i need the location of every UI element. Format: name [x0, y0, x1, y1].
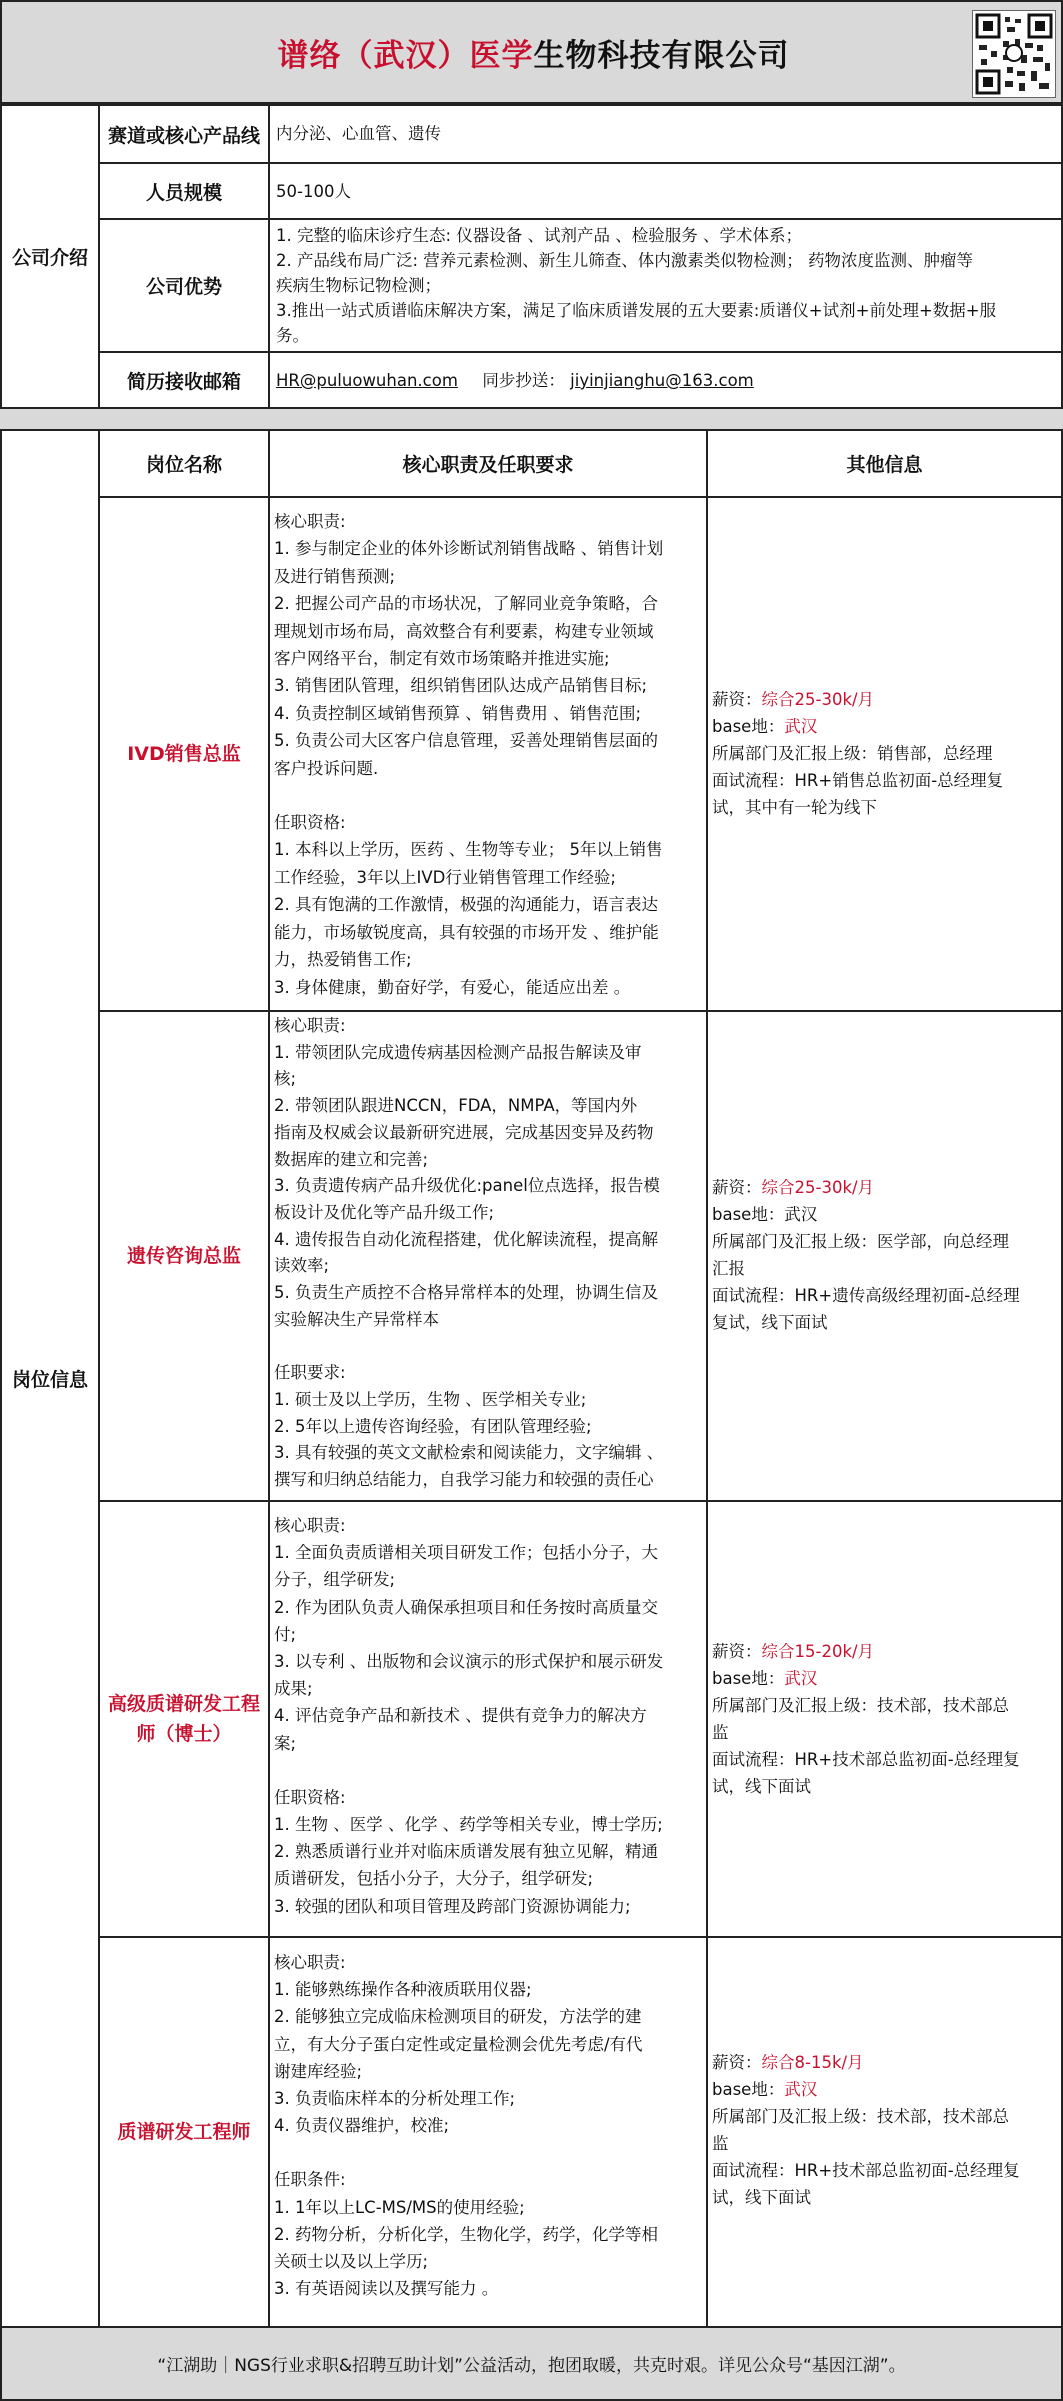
duty-spacer	[274, 782, 704, 809]
salary-value: 综合8-15k/月	[761, 2053, 864, 2072]
salary-line	[712, 2049, 1058, 2076]
duty-line: 1. 带领团队完成遗传病基因检测产品报告解读及审	[274, 1042, 642, 1062]
duty-line: 2. 熟悉质谱行业并对临床质谱发展有独立见解，精通	[274, 1842, 658, 1862]
job-duty-senior-ms-rd-engineer	[274, 1512, 704, 1920]
advantage-line: 疾病生物标记物检测；	[276, 276, 441, 295]
base-label: base地：	[712, 1205, 785, 1224]
info-line: 面试流程：HR+遗传高级经理初面-总经理	[712, 1286, 1020, 1305]
info-line: 面试流程：HR+技术部总监初面-总经理复	[712, 2161, 1020, 2180]
job-title-line: IVD销售总监	[127, 743, 241, 765]
advantage-line: 1. 完整的临床诊疗生态: 仪器设备 、试剂产品 、检验服务 、学术体系；	[276, 226, 803, 245]
info-line: 试，其中有一轮为线下	[712, 798, 877, 817]
duty-line: 付;	[274, 1624, 297, 1644]
duty-line: 5. 负责公司大区客户信息管理，妥善处理销售层面的	[274, 731, 658, 751]
duty-line: 数据库的建立和完善;	[274, 1149, 429, 1169]
duty-line: 2. 5年以上遗传咨询经验，有团队管理经验;	[274, 1416, 592, 1436]
job-info-ivd-sales-director	[712, 686, 1058, 821]
duty-line: 客户网络平台，制定有效市场策略并推进实施;	[274, 649, 610, 669]
job-info-senior-ms-rd-engineer	[712, 1638, 1058, 1800]
row-label-advantage: 公司优势	[145, 276, 222, 298]
duty-line: 3. 较强的团队和项目管理及跨部门资源协调能力;	[274, 1896, 631, 1916]
base-label: base地：	[712, 717, 785, 736]
info-line: 所属部门及汇报上级：技术部，技术部总	[712, 1696, 1009, 1715]
duty-line: 3. 负责临床样本的分析处理工作;	[274, 2089, 516, 2109]
footer-banner	[0, 2326, 1063, 2401]
duty-line: 3. 销售团队管理，组织销售团队达成产品销售目标;	[274, 676, 648, 696]
salary-value: 综合25-30k/月	[761, 690, 875, 709]
salary-label: 薪资：	[712, 1178, 762, 1197]
col-header-name: 岗位名称	[145, 454, 222, 476]
hr-email-link[interactable]: HR@puluowuhan.com	[276, 371, 458, 390]
job-duty-ms-rd-engineer	[274, 1949, 704, 2302]
duty-line: 3. 具有较强的英文文献检索和阅读能力，文字编辑 、	[274, 1443, 664, 1463]
row-value-email	[276, 367, 1058, 394]
duty-line: 2. 带领团队跟进NCCN，FDA，NMPA，等国内外	[274, 1096, 638, 1116]
duty-line: 任职资格:	[274, 813, 346, 833]
base-value: 武汉	[784, 717, 818, 736]
header-band	[0, 0, 1063, 104]
duty-line: 3. 身体健康，勤奋好学，有爱心，能适应出差 。	[274, 977, 631, 997]
salary-label: 薪资：	[712, 1642, 762, 1661]
duty-line: 实验解决生产异常样本	[274, 1309, 439, 1329]
base-value: 武汉	[784, 2080, 818, 2099]
duty-line: 1. 本科以上学历，医药 、生物等专业； 5年以上销售	[274, 840, 663, 860]
info-line: 面试流程：HR+技术部总监初面-总经理复	[712, 1750, 1020, 1769]
duty-line: 3. 以专利 、出版物和会议演示的形式保护和展示研发	[274, 1652, 664, 1672]
duty-line: 2. 作为团队负责人确保承担项目和任务按时高质量交	[274, 1597, 658, 1617]
job-duty-genetic-counseling-director	[274, 1013, 704, 1499]
base-line	[712, 713, 1058, 740]
duty-line: 任职要求:	[274, 1363, 346, 1383]
base-value: 武汉	[784, 1669, 818, 1688]
job-duty-ivd-sales-director	[274, 508, 704, 1001]
duty-line: 核心职责:	[274, 512, 346, 531]
info-line: 复试，线下面试	[712, 1313, 828, 1332]
advantage-line: 3.推出一站式质谱临床解决方案，满足了临床质谱发展的五大要素:质谱仪+试剂+前处理+数据+服	[276, 301, 997, 320]
row-value-track: 内分泌、心血管、遗传	[276, 124, 441, 143]
info-line: 试，线下面试	[712, 2188, 811, 2207]
base-line	[712, 1201, 1058, 1228]
duty-line: 质谱研发，包括小分子，大分子，组学研发;	[274, 1869, 594, 1889]
base-label: base地：	[712, 1669, 785, 1688]
duty-spacer	[274, 2139, 704, 2166]
duty-line: 1. 能够熟练操作各种液质联用仪器;	[274, 1980, 532, 2000]
qr-code-icon	[972, 10, 1056, 98]
row-label-size: 人员规模	[145, 181, 222, 204]
info-line: 所属部门及汇报上级：销售部，总经理	[712, 744, 993, 763]
row-value-advantage	[276, 223, 1058, 348]
duty-line: 任职资格:	[274, 1787, 346, 1807]
cc-label: 同步抄送：	[482, 371, 565, 390]
job-title-line: 遗传咨询总监	[126, 1245, 241, 1267]
duty-spacer	[274, 1757, 704, 1784]
duty-line: 2. 具有饱满的工作激情，极强的沟通能力，语言表达	[274, 895, 658, 915]
info-line: 面试流程：HR+销售总监初面-总经理复	[712, 771, 1004, 790]
row-label-email: 简历接收邮箱	[126, 370, 241, 393]
cc-email-link[interactable]: jiyinjianghu@163.com	[570, 371, 754, 390]
duty-line: 成果;	[274, 1679, 313, 1699]
duty-line: 4. 负责仪器维护，校准;	[274, 2116, 450, 2136]
section-label-jobs: 岗位信息	[11, 1369, 88, 1391]
job-title-genetic-counseling-director	[100, 1012, 268, 1500]
advantage-line: 2. 产品线布局广泛: 营养元素检测、新生儿筛查、体内激素类似物检测； 药物浓度监测、肿瘤等	[276, 251, 974, 270]
base-value: 武汉	[784, 1205, 818, 1224]
duty-line: 3. 负责遗传病产品升级优化:panel位点选择，报告模	[274, 1176, 660, 1196]
col-header-duty: 核心职责及任职要求	[402, 454, 574, 476]
duty-line: 1. 全面负责质谱相关项目研发工作；包括小分子，大	[274, 1543, 658, 1563]
salary-line	[712, 686, 1058, 713]
salary-line	[712, 1174, 1058, 1201]
salary-value: 综合15-20k/月	[761, 1642, 875, 1661]
salary-label: 薪资：	[712, 690, 762, 709]
duty-line: 任职条件:	[274, 2170, 346, 2190]
salary-line	[712, 1638, 1058, 1665]
duty-line: 及进行销售预测;	[274, 566, 396, 586]
duty-line: 立，有大分子蛋白定性或定量检测会优先考虑/有代	[274, 2034, 643, 2054]
job-title-ms-rd-engineer	[100, 1938, 268, 2326]
salary-value: 综合25-30k/月	[761, 1178, 875, 1197]
page-title: 谱络（武汉）医学生物科技有限公司	[277, 38, 790, 74]
duty-line: 指南及权威会议最新研究进展，完成基因变异及药物	[274, 1122, 654, 1142]
duty-line: 读效率;	[274, 1256, 330, 1276]
info-line: 监	[712, 2134, 729, 2153]
divider	[268, 104, 270, 409]
duty-line: 1. 参与制定企业的体外诊断试剂销售战略 、销售计划	[274, 539, 664, 559]
duty-line: 2. 药物分析，分析化学，生物化学，药学，化学等相	[274, 2224, 658, 2244]
duty-line: 分子，组学研发;	[274, 1570, 396, 1590]
duty-line: 谢建库经验;	[274, 2061, 363, 2081]
duty-line: 核心职责:	[274, 1516, 346, 1535]
duty-line: 1. 生物 、医学 、化学 、药学等相关专业，博士学历;	[274, 1815, 663, 1835]
duty-line: 撰写和归纳总结能力，自我学习能力和较强的责任心	[274, 1469, 654, 1489]
duty-line: 5. 负责生产质控不合格异常样本的处理，协调生信及	[274, 1283, 658, 1303]
advantage-line: 务。	[276, 326, 309, 345]
row-value-size: 50-100人	[276, 182, 351, 201]
info-line: 汇报	[712, 1259, 745, 1278]
job-title-line: 高级质谱研发工程	[107, 1693, 260, 1715]
base-line	[712, 2076, 1058, 2103]
salary-label: 薪资：	[712, 2053, 762, 2072]
duty-line: 能力，市场敏锐度高，具有较强的市场开发 、维护能	[274, 922, 659, 942]
job-info-ms-rd-engineer	[712, 2049, 1058, 2211]
row-label-track: 赛道或核心产品线	[107, 124, 260, 147]
divider	[268, 429, 270, 2326]
base-label: base地：	[712, 2080, 785, 2099]
duty-line: 关硕士以及以上学历;	[274, 2252, 429, 2272]
duty-line: 核;	[274, 1069, 297, 1089]
info-line: 监	[712, 1723, 729, 1742]
duty-line: 案;	[274, 1733, 297, 1753]
footer-text: “江湖助｜NGS行业求职&招聘互助计划”公益活动，抱团取暖，共克时艰。详见公众号“基因江湖”。	[157, 2356, 906, 2376]
duty-line: 理规划市场布局，高效整合有利要素，构建专业领域	[274, 621, 654, 641]
duty-line: 力，热爱销售工作;	[274, 950, 412, 970]
duty-line: 客户投诉问题.	[274, 758, 379, 778]
duty-spacer	[274, 1333, 704, 1360]
duty-line: 工作经验，3年以上IVD行业销售管理工作经验;	[274, 867, 616, 887]
job-title-line: 质谱研发工程师	[117, 2121, 251, 2143]
section-gap	[0, 409, 1063, 429]
duty-line: 4. 负责控制区域销售预算 、销售费用 、销售范围;	[274, 703, 642, 723]
base-line	[712, 1665, 1058, 1692]
section-label-company: 公司介绍	[11, 247, 88, 269]
info-line: 所属部门及汇报上级：技术部，技术部总	[712, 2107, 1009, 2126]
duty-line: 3. 有英语阅读以及撰写能力 。	[274, 2279, 499, 2299]
duty-line: 4. 遗传报告自动化流程搭建，优化解读流程，提高解	[274, 1229, 658, 1249]
duty-line: 核心职责:	[274, 1953, 346, 1972]
job-title-senior-ms-rd-engineer	[100, 1502, 268, 1936]
divider	[706, 429, 708, 2326]
duty-line: 4. 评估竞争产品和新技术 、提供有竞争力的解决方	[274, 1706, 647, 1726]
duty-line: 板设计及优化等产品升级工作;	[274, 1202, 495, 1222]
info-line: 所属部门及汇报上级：医学部，向总经理	[712, 1232, 1009, 1251]
duty-line: 2. 能够独立完成临床检测项目的研发，方法学的建	[274, 2007, 642, 2027]
job-title-ivd-sales-director	[100, 498, 268, 1010]
duty-line: 2. 把握公司产品的市场状况，了解同业竞争策略，合	[274, 594, 658, 614]
col-header-other: 其他信息	[846, 454, 923, 476]
duty-line: 1. 1年以上LC-MS/MS的使用经验;	[274, 2197, 525, 2217]
job-title-line: 师（博士）	[136, 1723, 232, 1745]
duty-line: 核心职责:	[274, 1016, 346, 1035]
info-line: 试，线下面试	[712, 1777, 811, 1796]
job-info-genetic-counseling-director	[712, 1174, 1058, 1336]
duty-line: 1. 硕士及以上学历，生物 、医学相关专业;	[274, 1389, 587, 1409]
